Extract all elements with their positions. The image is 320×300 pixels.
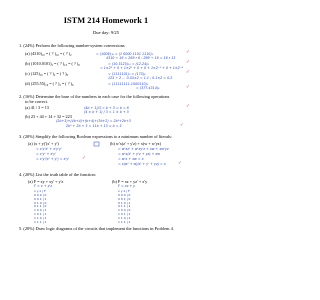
q3-work-a-1: = x'y'x' + x'y'y' — [36, 147, 62, 151]
truth-table-row: 0 0 0 | 0 — [118, 193, 131, 197]
q3-work-b-3: = w'x + xw = x — [118, 157, 144, 161]
q1-prompt: 1. (24%) Perform the following number-system conversions — [19, 43, 125, 48]
q1-work-d: = (377.4314)₈ — [136, 86, 160, 90]
truth-table-row: 1 1 1 | 1 — [118, 219, 131, 224]
q4-part-a: (a) F = xy + xy' + y'z — [28, 179, 64, 184]
q1-answer-c: = (1111101)₂ = (175)₈ — [108, 71, 146, 76]
q2-answer-b: 2b² + 2b + 3 = 11b + 13 ⇒ b = 5 — [66, 124, 122, 128]
q3-prompt: 3. (20%) Simplify the following Boolean expressions to a minimum number of literals: — [19, 134, 173, 139]
truth-table-row: 1 1 1 | 1 — [34, 219, 47, 224]
q3-answer-a: = x'y'(x' + y') = x'y' — [36, 157, 70, 161]
truth-table-row: 1 0 1 | 1 — [34, 212, 47, 216]
q1-part-d: (d) (255.55)₁₀ = ( ? )₂ = ( ? )₈ — [25, 81, 74, 86]
q3-work-b-2: = w'x(z' + y'z + yz) + xw — [118, 152, 161, 156]
truth-table-row: 1 1 0 | 1 — [34, 215, 47, 220]
check-mark: ✓ — [186, 60, 190, 65]
q2-prompt-cont: to be correct. — [25, 99, 49, 104]
check-mark: ✓ — [186, 104, 190, 109]
q3-part-a: (a) (x + y)'(x' + y') — [28, 141, 59, 146]
truth-table-row: 1 0 0 | 1 — [34, 208, 47, 213]
q3-part-b: (b) w'x(z' + y'z) + x(w + w'yz) — [110, 141, 161, 146]
q1-part-b: (b) (1010.0101)₂ = ( ? )₁₀ = ( ? )₈ — [25, 61, 80, 66]
q3-work-b-1: = w'xz' + w'xy'z + xw + xw'yz — [118, 147, 169, 151]
q2-part-a: (a) 41 / 3 = 13 — [25, 105, 49, 110]
truth-table-row: 0 0 1 | 1 — [34, 196, 47, 201]
q4-table-header-a: x y z | F — [34, 189, 46, 193]
q1-work-a: 4310 ÷ 16 = 269 r 6 ; 269 ÷ 16 = 16 r 13 — [106, 56, 176, 60]
q4-table-header-b: x y z | F — [118, 189, 130, 193]
q4-part-b: (b) F = xz + yz' + x'y — [112, 179, 148, 184]
q4-answer-b: F = xz + y — [118, 184, 136, 188]
check-mark: ✓ — [82, 156, 86, 161]
q2-prompt: 2. (16%) Determine the base of the numbers in each case for the following operations — [19, 94, 170, 99]
truth-table-row: 0 1 0 | 0 — [34, 200, 47, 205]
truth-table-row: 0 1 1 | 1 — [118, 204, 131, 209]
truth-table-row: 1 0 0 | 0 — [118, 208, 131, 213]
q5-prompt: 5. (20%) Draw logic diagrams of the circuits that implement the functions in Problem 4. — [19, 226, 174, 231]
truth-table-row: 0 0 1 | 0 — [118, 196, 131, 201]
q1-answer-a: = (10DE)₁₆ = (1 0000 1101 1110)₂ — [96, 51, 154, 56]
q2-work-a: (4 × b + 1) / 3 = 1 × b + 3 — [84, 110, 129, 114]
due-date: Due day: 9/25 — [92, 30, 120, 35]
q2-work-b: (2b+3)+(4b+4)+(b+4)+(3b+2) = 2b²+2b+3 — [56, 119, 131, 123]
check-mark: ✓ — [180, 123, 184, 128]
q1-work-b: = 1×2³ + 0 + 1×2¹ + 0 + 0 + 1×2⁻² + 0 + 1×2⁻⁴ — [100, 66, 183, 70]
check-mark: ✓ — [186, 70, 190, 75]
q1-part-a: (a) (4310)₁₀ = ( ? )₁₆ = ( ? )₂ — [25, 51, 72, 56]
truth-table-row: 1 0 1 | 1 — [118, 212, 131, 216]
q3-work-a-2: = x'y' + x'y' — [36, 152, 57, 156]
checkbox-icon — [93, 141, 101, 147]
q4-prompt: 4. (20%) List the truth table of the function: — [19, 172, 96, 177]
page-title: ISTM 214 Homework 1 — [63, 16, 149, 25]
q4-answer-a: F = x + y'z — [34, 184, 53, 188]
q3-answer-b: = x(w' + w)(z' + y' + yz) = x — [118, 162, 166, 166]
q1-part-c: (c) (125)₁₀ = ( ? )₂ = ( ? )₈ — [25, 71, 68, 76]
q1-work-c: 125 ÷ 2 … 0.55×2 = 1.1 ; 0.1×2 = 0.2 — [108, 76, 173, 80]
check-mark: ✓ — [186, 85, 190, 90]
q2-answer-a: (4b + 1)/3 = b + 3 ⇒ b = 8 — [84, 105, 129, 110]
q1-answer-d: = (11111111.1000110)₂ — [108, 81, 149, 86]
truth-table-row: 1 1 0 | 1 — [118, 215, 131, 220]
check-mark: ✓ — [186, 50, 190, 55]
truth-table-row: 0 0 0 | 0 — [34, 193, 47, 197]
check-mark: ✓ — [178, 161, 182, 166]
q1-answer-b: = (10.3125)₁₀ = (12.24)₈ — [108, 61, 149, 66]
truth-table-row: 0 1 0 | 1 — [118, 200, 131, 205]
q2-part-b: (b) 23 + 44 + 14 + 32 = 223 — [25, 114, 72, 119]
truth-table-row: 0 1 1 | 0 — [34, 204, 47, 209]
